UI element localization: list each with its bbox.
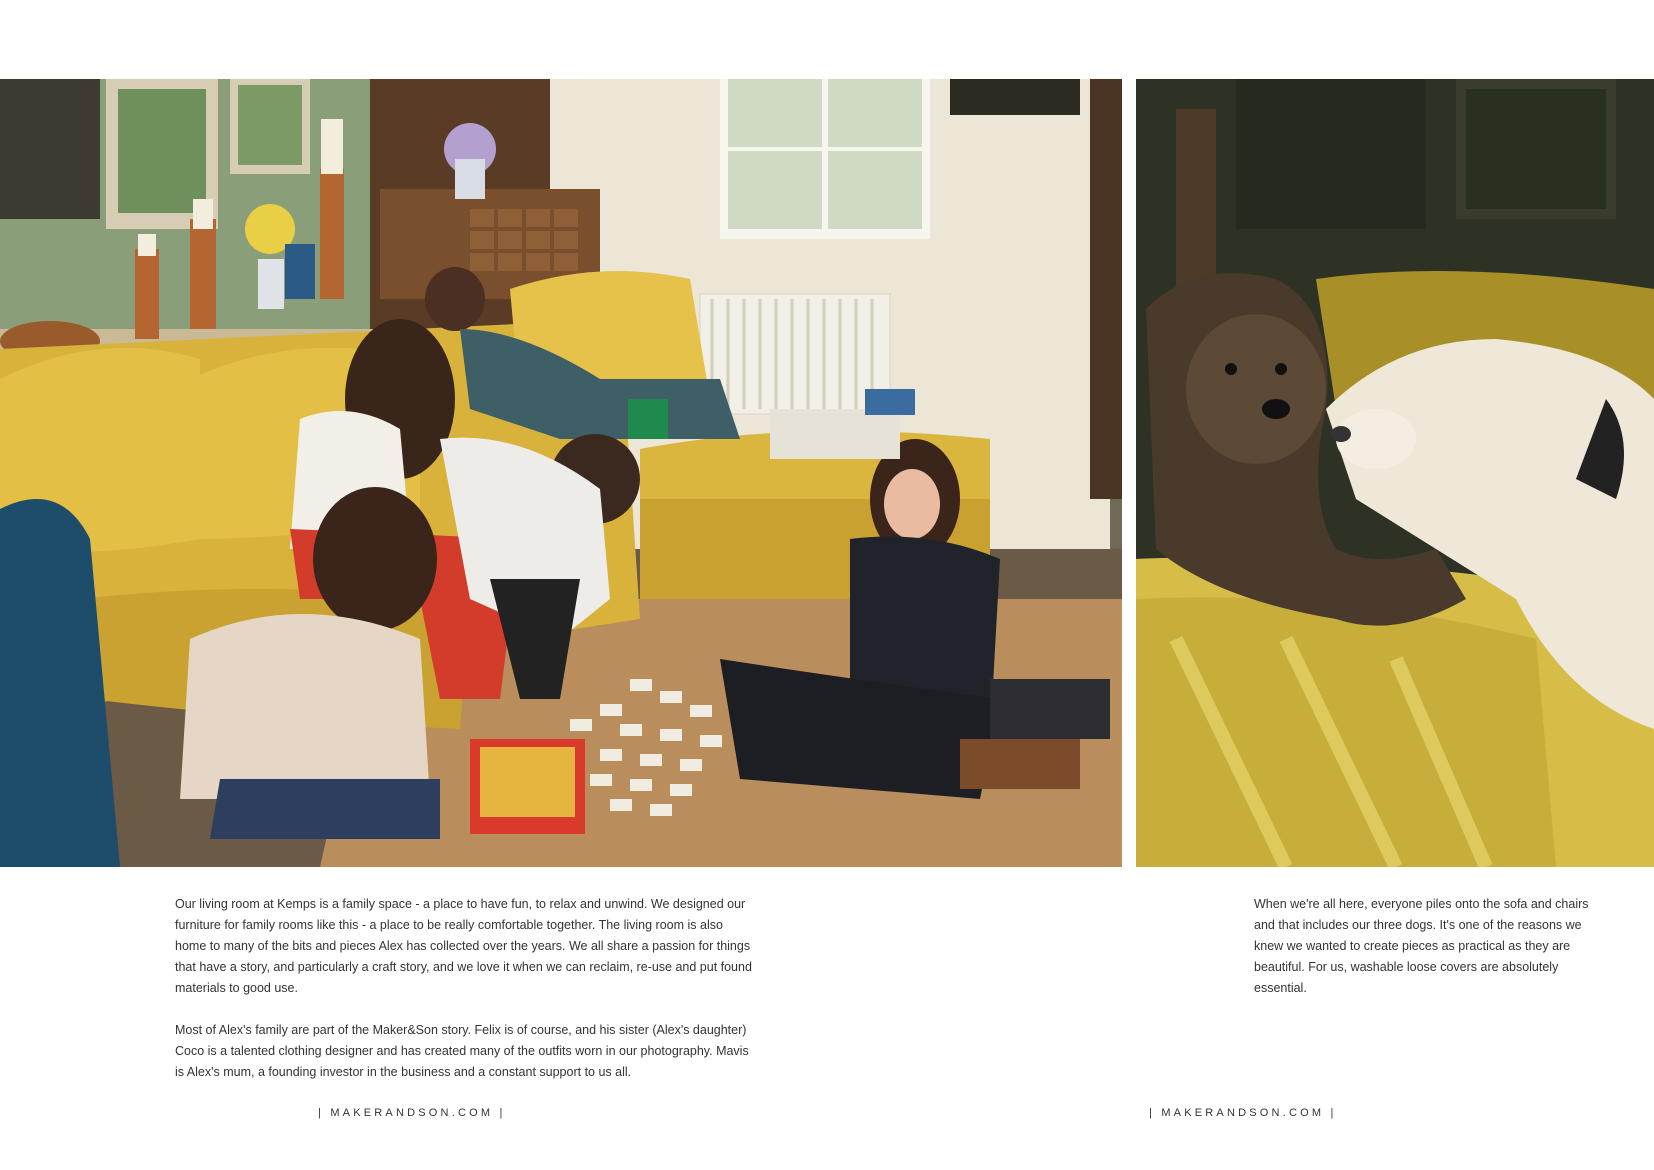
living-room-photo	[0, 79, 1122, 867]
living-room-photo-illustration	[0, 79, 1122, 867]
left-body-text	[175, 894, 755, 1104]
right-paragraph-1: When we're all here, everyone piles onto the sofa and chairs and that includes our three dogs. It's one of the reasons we knew we wanted to create pieces as practical as they are beautiful. For us, washable loose covers are absolutely essential.	[1254, 897, 1589, 995]
dogs-on-sofa-photo	[1136, 79, 1654, 867]
right-footer-url[interactable]: | MAKERANDSON.COM |	[1149, 1107, 1337, 1119]
right-body-text	[1254, 894, 1594, 999]
left-paragraph-1: Our living room at Kemps is a family space - a place to have fun, to relax and unwind. We designed our furniture for family rooms like this - a place to be really comfortable together. The living room is also home to many of the bits and pieces Alex has collected over the years. We all share a passion for things that have a story, and particularly a craft story, and we love it when we can reclaim, re-use and put found materials to good use.	[175, 897, 752, 995]
left-footer-url[interactable]: | MAKERANDSON.COM |	[318, 1107, 506, 1119]
dogs-on-sofa-illustration	[1136, 79, 1654, 867]
left-paragraph-2: Most of Alex's family are part of the Maker&Son story. Felix is of course, and his sister (Alex's daughter) Coco is a talented clothing designer and has created many of the outfits worn in our photography. Mavis is Alex's mum, a founding investor in the business and a constant support to us all.	[175, 1023, 749, 1079]
